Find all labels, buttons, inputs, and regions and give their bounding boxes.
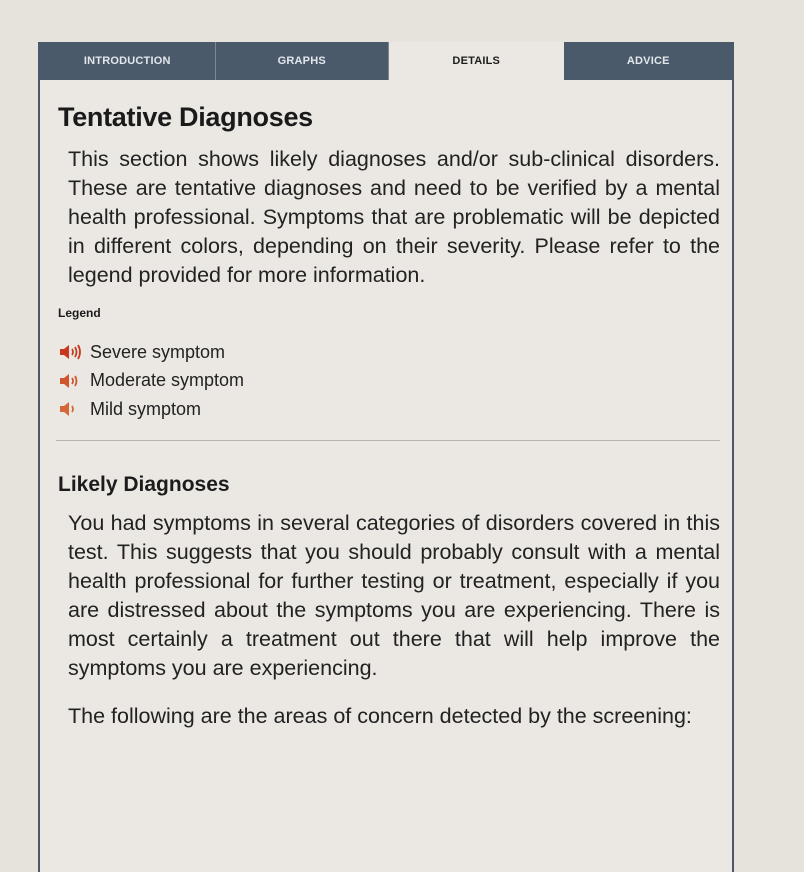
details-panel	[38, 42, 734, 872]
areas-of-concern-intro: The following are the areas of concern detected by the screening:	[68, 703, 692, 728]
likely-diagnoses-paragraph: You had symptoms in several categories of disorders covered in this test. This suggests that you should probably consult with a mental health professional for further testing or treatment, especially if you are distressed about the symptoms you are experiencing. There is most certainly a treatment out there that will help improve the symptoms you are experiencing.	[68, 510, 720, 680]
tab-bar	[40, 42, 732, 80]
legend-list	[58, 338, 720, 424]
tab-details[interactable]: DETAILS	[389, 42, 565, 80]
tab-graphs[interactable]: GRAPHS	[216, 42, 390, 80]
legend-item-severe	[58, 338, 720, 367]
legend-label-mild: Mild symptom	[90, 398, 202, 419]
legend-title: Legend	[58, 306, 101, 320]
speaker-high-icon	[58, 343, 82, 361]
tab-introduction[interactable]: INTRODUCTION	[40, 42, 216, 80]
legend-item-mild	[58, 395, 720, 424]
section-divider	[56, 440, 720, 441]
details-content	[58, 102, 720, 731]
likely-diagnoses-title: Likely Diagnoses	[58, 472, 230, 496]
tab-advice[interactable]: ADVICE	[565, 42, 733, 80]
legend-label-severe: Severe symptom	[90, 341, 226, 362]
speaker-low-icon	[58, 400, 82, 418]
legend-label-moderate: Moderate symptom	[90, 370, 245, 391]
section-title: Tentative Diagnoses	[58, 102, 313, 132]
speaker-medium-icon	[58, 372, 82, 390]
legend-item-moderate	[58, 367, 720, 396]
section-description: This section shows likely diagnoses and/or sub-clinical disorders. These are tentative diagnoses and need to be verified by a mental health professional. Symptoms that are problematic will be depicted in different colors, depending on their severity. Please refer to the legend provided for more information.	[68, 147, 720, 287]
